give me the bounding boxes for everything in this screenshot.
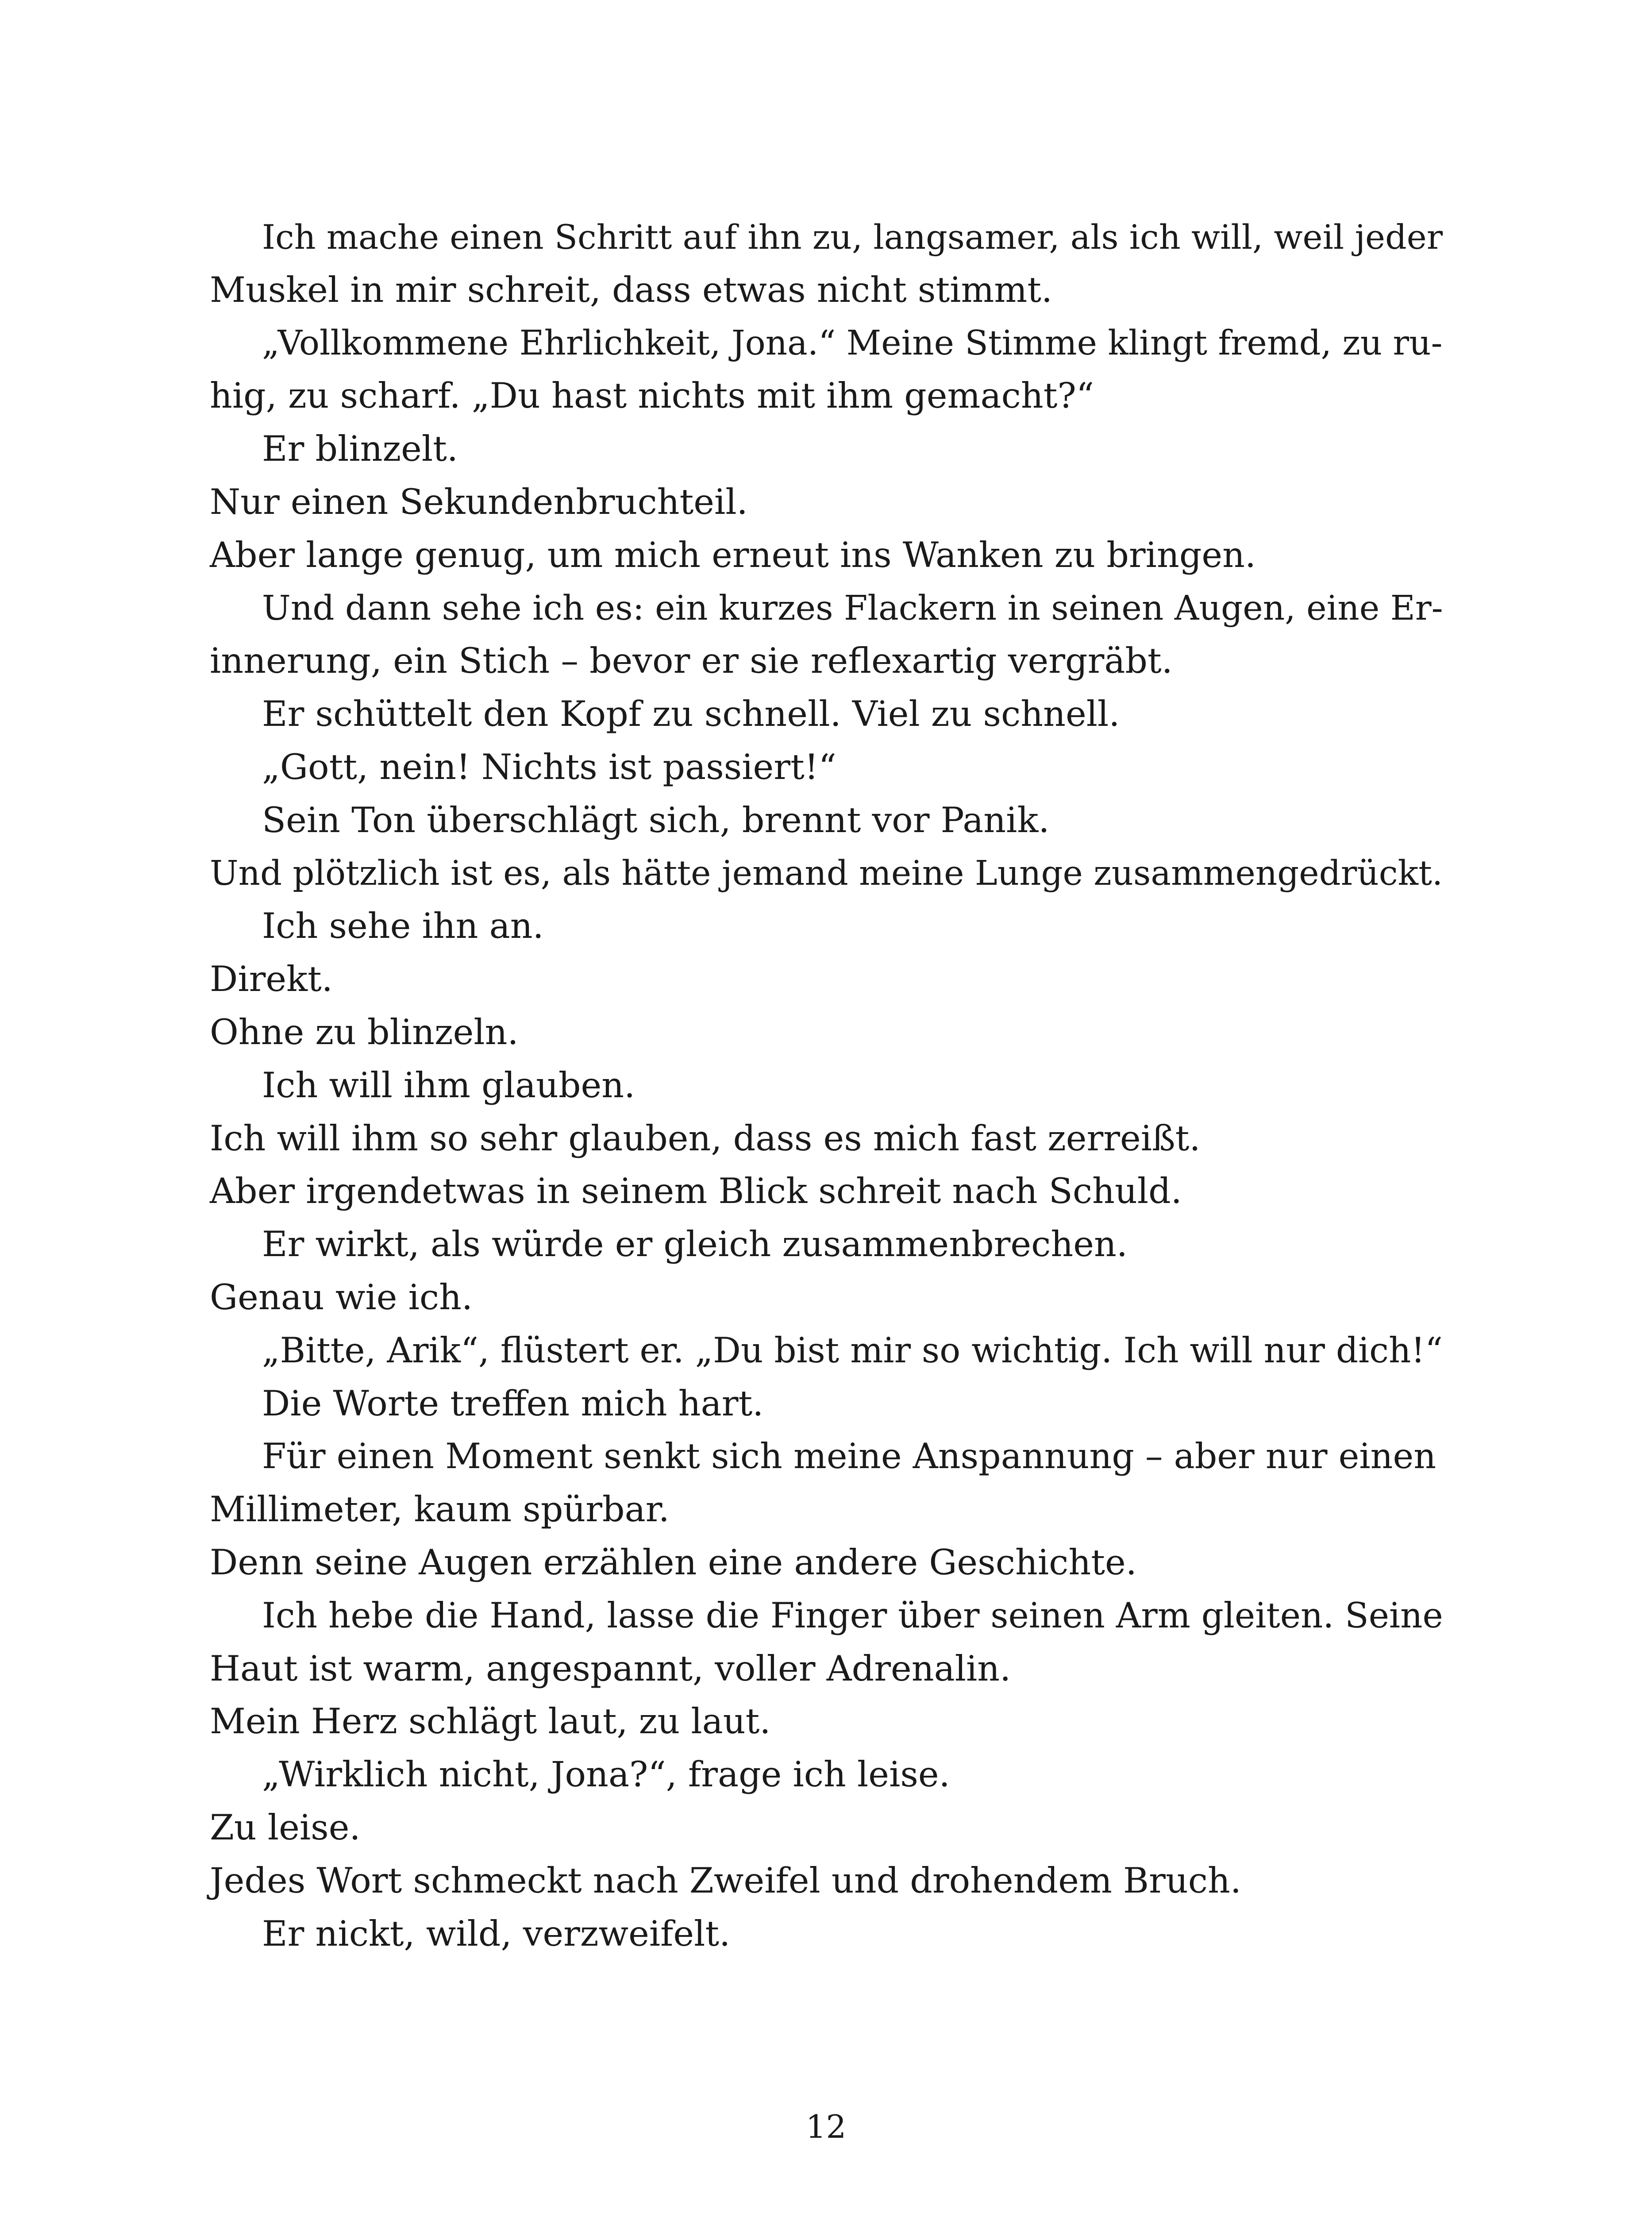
text-line: „Gott, nein! Nichts ist passiert!“ (262, 746, 836, 787)
text-line: Aber irgendetwas in seinem Blick schreit nach Schuld. (210, 1171, 1182, 1212)
text-line: Denn seine Augen erzählen eine andere Geschichte. (210, 1542, 1137, 1583)
text-line: Und plötzlich ist es, als hätte jemand meine Lunge zusammengedrückt. (210, 853, 1443, 893)
text-line: Ich sehe ihn an. (262, 906, 544, 947)
text-line: Ich will ihm so sehr glauben, dass es mich fast zerreißt. (210, 1118, 1201, 1159)
text-line: Millimeter, kaum spürbar. (210, 1489, 670, 1530)
text-line: Die Worte treffen mich hart. (262, 1383, 764, 1424)
text-line: hig, zu scharf. „Du hast nichts mit ihm gemacht?“ (210, 375, 1094, 416)
text-line: Er wirkt, als würde er gleich zusammenbrechen. (262, 1224, 1128, 1265)
text-line: Ich will ihm glauben. (262, 1064, 635, 1106)
text-line: Genau wie ich. (210, 1276, 473, 1318)
text-line: Ich hebe die Hand, lasse die Finger über seinen Arm gleiten. Seine (262, 1595, 1443, 1636)
text-line: Direkt. (210, 959, 333, 1000)
text-line: Und dann sehe ich es: ein kurzes Flackern in seinen Augen, eine Er- (262, 588, 1443, 628)
text-line: „Wirklich nicht, Jona?“, frage ich leise. (262, 1754, 950, 1795)
text-line: Jedes Wort schmeckt nach Zweifel und drohendem Bruch. (210, 1860, 1241, 1901)
text-line: Haut ist warm, angespannt, voller Adrenalin. (210, 1648, 1011, 1689)
page-number: 12 (805, 2108, 847, 2145)
text-line: Nur einen Sekundenbruchteil. (210, 481, 748, 522)
body-text (210, 211, 1449, 1960)
text-line: Sein Ton überschlägt sich, brennt vor Panik. (262, 799, 1050, 840)
text-line: Mein Herz schlägt laut, zu laut. (210, 1701, 771, 1742)
text-line: „Vollkommene Ehrlichkeit, Jona.“ Meine Stimme klingt fremd, zu ru- (262, 323, 1443, 363)
text-line: Muskel in mir schreit, dass etwas nicht stimmt. (210, 269, 1053, 310)
text-line: Er nickt, wild, verzweifelt. (262, 1913, 731, 1954)
text-line: Aber lange genug, um mich erneut ins Wanken zu bringen. (210, 534, 1256, 575)
text-line: Zu leise. (210, 1807, 361, 1848)
text-line: Er schüttelt den Kopf zu schnell. Viel zu schnell. (262, 694, 1120, 735)
text-line: Er blinzelt. (262, 428, 458, 470)
text-line: Für einen Moment senkt sich meine Anspannung – aber nur einen (262, 1436, 1436, 1477)
text-line: „Bitte, Arik“, flüstert er. „Du bist mir so wichtig. Ich will nur dich!“ (262, 1330, 1443, 1371)
text-line: Ohne zu blinzeln. (210, 1011, 519, 1053)
text-line: Ich mache einen Schritt auf ihn zu, langsamer, als ich will, weil jeder (262, 217, 1443, 257)
text-line: innerung, ein Stich – bevor er sie reflexartig vergräbt. (210, 640, 1173, 682)
